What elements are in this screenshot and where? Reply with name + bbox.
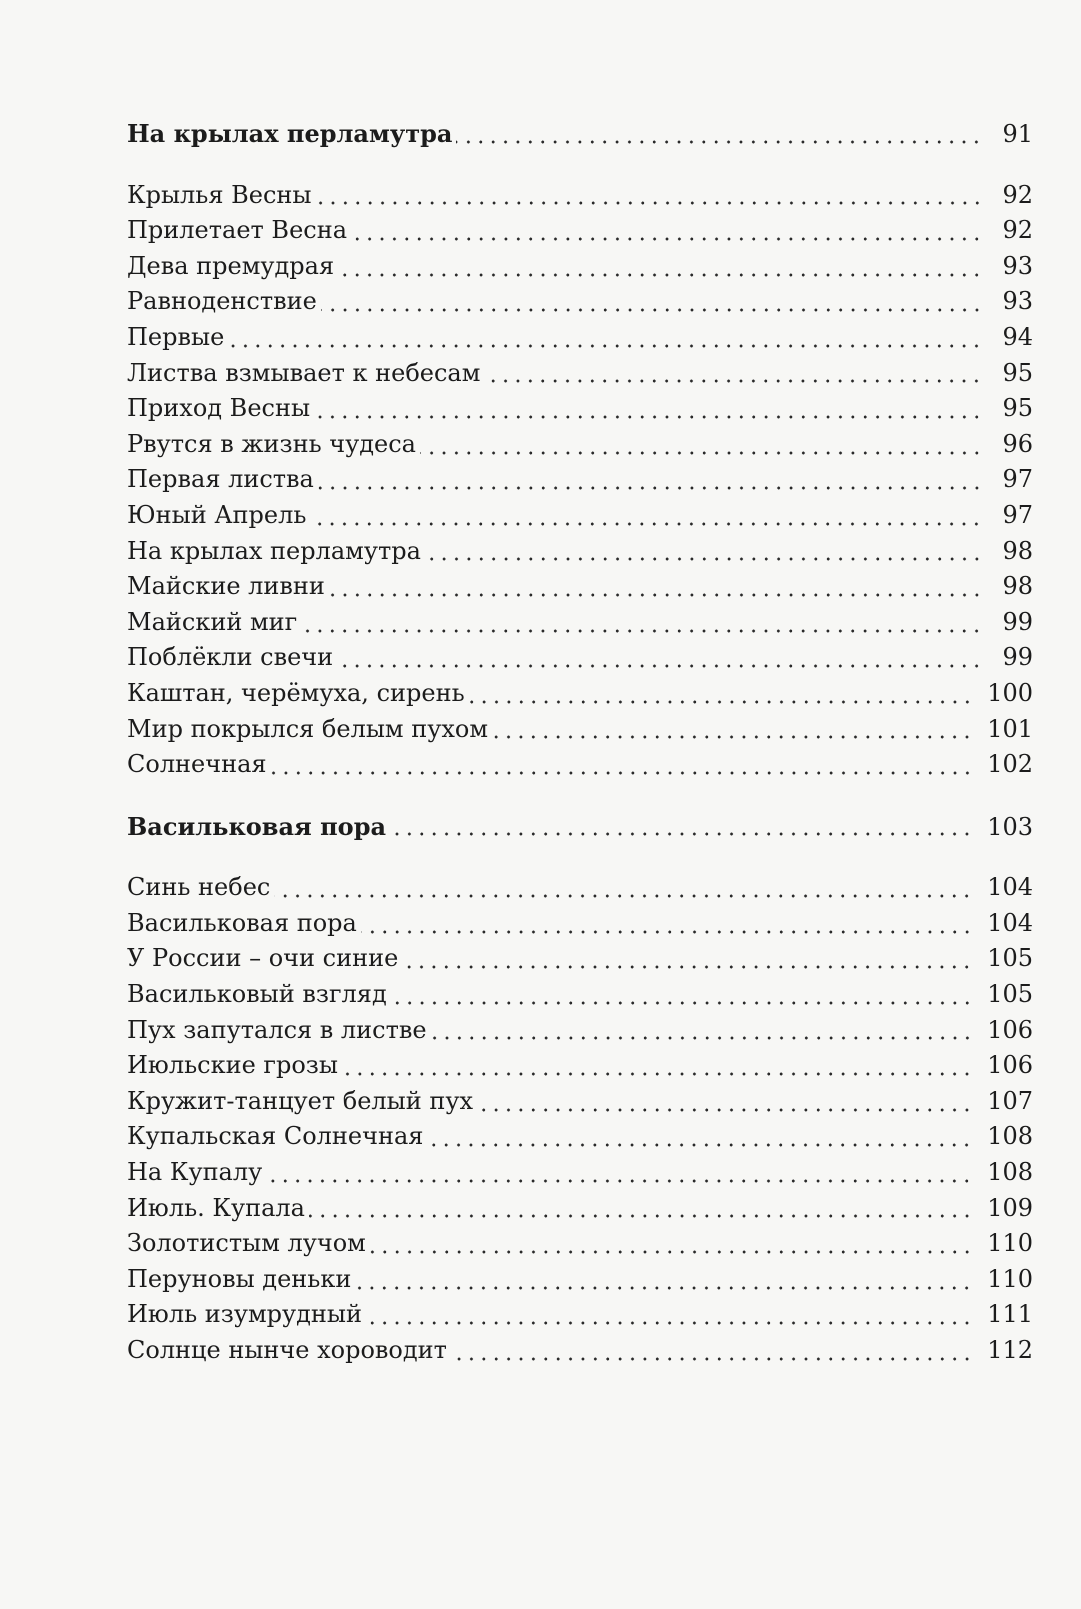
table-of-contents	[127, 116, 1033, 1395]
page-number: 92	[1002, 216, 1033, 245]
entry-title: Листва взмывает к небесам	[127, 358, 481, 387]
entry-title: Синь небес	[127, 873, 271, 902]
entry-title: У России – очи синие	[127, 944, 399, 973]
toc-entry	[127, 1155, 1033, 1191]
dot-leader	[228, 342, 983, 350]
section-title: На крылах перламутра	[127, 119, 453, 148]
toc-section	[127, 116, 1033, 783]
dot-leader	[318, 484, 983, 492]
dot-leader	[338, 271, 983, 279]
dot-leader	[456, 138, 983, 146]
dot-leader	[274, 892, 973, 900]
toc-entry	[127, 462, 1033, 498]
page-number: 96	[1002, 429, 1033, 458]
entry-title: Мир покрылся белым пухом	[127, 714, 488, 743]
toc-entry	[127, 284, 1033, 320]
page-number: 110	[987, 1229, 1033, 1258]
page-number: 99	[1002, 643, 1033, 672]
toc-entry	[127, 391, 1033, 427]
entry-title: Солнечная	[127, 750, 267, 779]
page-number: 110	[987, 1264, 1033, 1293]
dot-leader	[431, 1034, 974, 1042]
page-number: 101	[987, 714, 1033, 743]
entry-title: Майский миг	[127, 607, 298, 636]
dot-leader	[342, 1070, 973, 1078]
page-number: 104	[987, 908, 1033, 937]
page-number: 111	[987, 1300, 1033, 1329]
toc-entry	[127, 640, 1033, 676]
toc-entry	[127, 569, 1033, 605]
dot-leader	[310, 520, 983, 528]
page-number: 99	[1002, 607, 1033, 636]
page-number: 98	[1002, 536, 1033, 565]
entry-title: Июльские грозы	[127, 1051, 338, 1080]
page-number: 104	[987, 873, 1033, 902]
entry-title: Пух запутался в листве	[127, 1015, 427, 1044]
toc-entry	[127, 1084, 1033, 1120]
dot-leader	[314, 413, 983, 421]
page-number: 97	[1002, 465, 1033, 494]
page-number: 92	[1002, 180, 1033, 209]
toc-entry	[127, 1191, 1033, 1227]
entry-title: Равноденствие	[127, 287, 317, 316]
entry-title: Рвутся в жизнь чудеса	[127, 429, 416, 458]
entry-title: Поблёкли свечи	[127, 643, 334, 672]
toc-entry	[127, 1013, 1033, 1049]
section-heading	[127, 809, 1033, 845]
dot-leader	[484, 377, 983, 385]
page-number: 95	[1002, 358, 1033, 387]
toc-entry	[127, 941, 1033, 977]
dot-leader	[301, 627, 983, 635]
toc-entry	[127, 605, 1033, 641]
page-number: 108	[987, 1158, 1033, 1187]
dot-leader	[425, 555, 983, 563]
toc-entry	[127, 747, 1033, 783]
dot-leader	[420, 449, 983, 457]
entry-title: Июль изумрудный	[127, 1300, 362, 1329]
dot-leader	[329, 591, 983, 599]
entry-title: Солнце нынче хороводит	[127, 1336, 447, 1364]
page-number: 106	[987, 1015, 1033, 1044]
page-number: 112	[987, 1336, 1033, 1364]
entry-title: Первая листва	[127, 465, 314, 494]
dot-leader	[321, 306, 983, 314]
section-title: Васильковая пора	[127, 811, 387, 841]
dot-leader	[492, 733, 973, 741]
entry-title: Майские ливни	[127, 572, 325, 601]
dot-leader	[271, 769, 974, 777]
toc-section	[127, 809, 1033, 1369]
toc-entry	[127, 1262, 1033, 1298]
entry-title: Васильковая пора	[127, 908, 357, 937]
page-number: 105	[987, 944, 1033, 973]
dot-leader	[309, 1212, 973, 1220]
dot-leader	[402, 963, 973, 971]
toc-entry	[127, 676, 1033, 712]
page-number: 94	[1002, 322, 1033, 351]
page-number: 93	[1002, 251, 1033, 280]
toc-entry	[127, 1333, 1033, 1369]
dot-leader	[361, 928, 973, 936]
page-number: 105	[987, 980, 1033, 1009]
toc-entry	[127, 977, 1033, 1013]
dot-leader	[266, 1177, 973, 1185]
entry-title: Первые	[127, 322, 225, 351]
page-number: 103	[987, 812, 1033, 841]
toc-entry	[127, 427, 1033, 463]
toc-entry	[127, 320, 1033, 356]
toc-entry	[127, 870, 1033, 906]
entry-title: На крылах перламутра	[127, 536, 421, 565]
toc-entry	[127, 906, 1033, 942]
toc-entry	[127, 1048, 1033, 1084]
page-number: 106	[987, 1051, 1033, 1080]
page-number: 108	[987, 1122, 1033, 1151]
dot-leader	[477, 1106, 973, 1114]
dot-leader	[370, 1248, 973, 1256]
toc-entry	[127, 178, 1033, 214]
dot-leader	[391, 999, 973, 1007]
dot-leader	[366, 1319, 973, 1327]
dot-leader	[351, 235, 983, 243]
dot-leader	[451, 1355, 973, 1363]
page-number: 102	[987, 750, 1033, 779]
entry-title: На Купалу	[127, 1158, 263, 1187]
toc-entry	[127, 712, 1033, 748]
entry-title: Июль. Купала	[127, 1193, 305, 1222]
dot-leader	[337, 662, 983, 670]
toc-entry	[127, 534, 1033, 570]
toc-entry	[127, 1119, 1033, 1155]
dot-leader	[390, 830, 973, 838]
entry-title: Крылья Весны	[127, 180, 312, 209]
dot-leader	[469, 698, 974, 706]
page-number: 91	[1002, 120, 1033, 148]
entry-title: Золотистым лучом	[127, 1229, 366, 1258]
entry-title: Кружит-танцует белый пух	[127, 1086, 474, 1115]
toc-entry	[127, 356, 1033, 392]
dot-leader	[355, 1284, 973, 1292]
dot-leader	[316, 199, 984, 207]
entry-title: Васильковый взгляд	[127, 980, 387, 1009]
section-heading	[127, 116, 1033, 152]
toc-entry	[127, 1226, 1033, 1262]
page-number: 98	[1002, 572, 1033, 601]
entry-title: Дева премудрая	[127, 251, 335, 280]
toc-entry	[127, 249, 1033, 285]
toc-entry	[127, 1297, 1033, 1333]
entry-title: Юный Апрель	[127, 500, 307, 529]
page-number: 109	[987, 1193, 1033, 1222]
entry-title: Прилетает Весна	[127, 216, 348, 245]
page-number: 97	[1002, 500, 1033, 529]
entry-title: Купальская Солнечная	[127, 1122, 424, 1151]
entry-title: Перуновы деньки	[127, 1264, 352, 1293]
dot-leader	[427, 1141, 973, 1149]
page-number: 107	[987, 1086, 1033, 1115]
toc-entry	[127, 498, 1033, 534]
page-number: 93	[1002, 287, 1033, 316]
page-number: 100	[987, 678, 1033, 707]
page-number: 95	[1002, 394, 1033, 423]
entry-title: Каштан, черёмуха, сирень	[127, 678, 465, 707]
toc-entry	[127, 213, 1033, 249]
entry-title: Приход Весны	[127, 394, 311, 423]
